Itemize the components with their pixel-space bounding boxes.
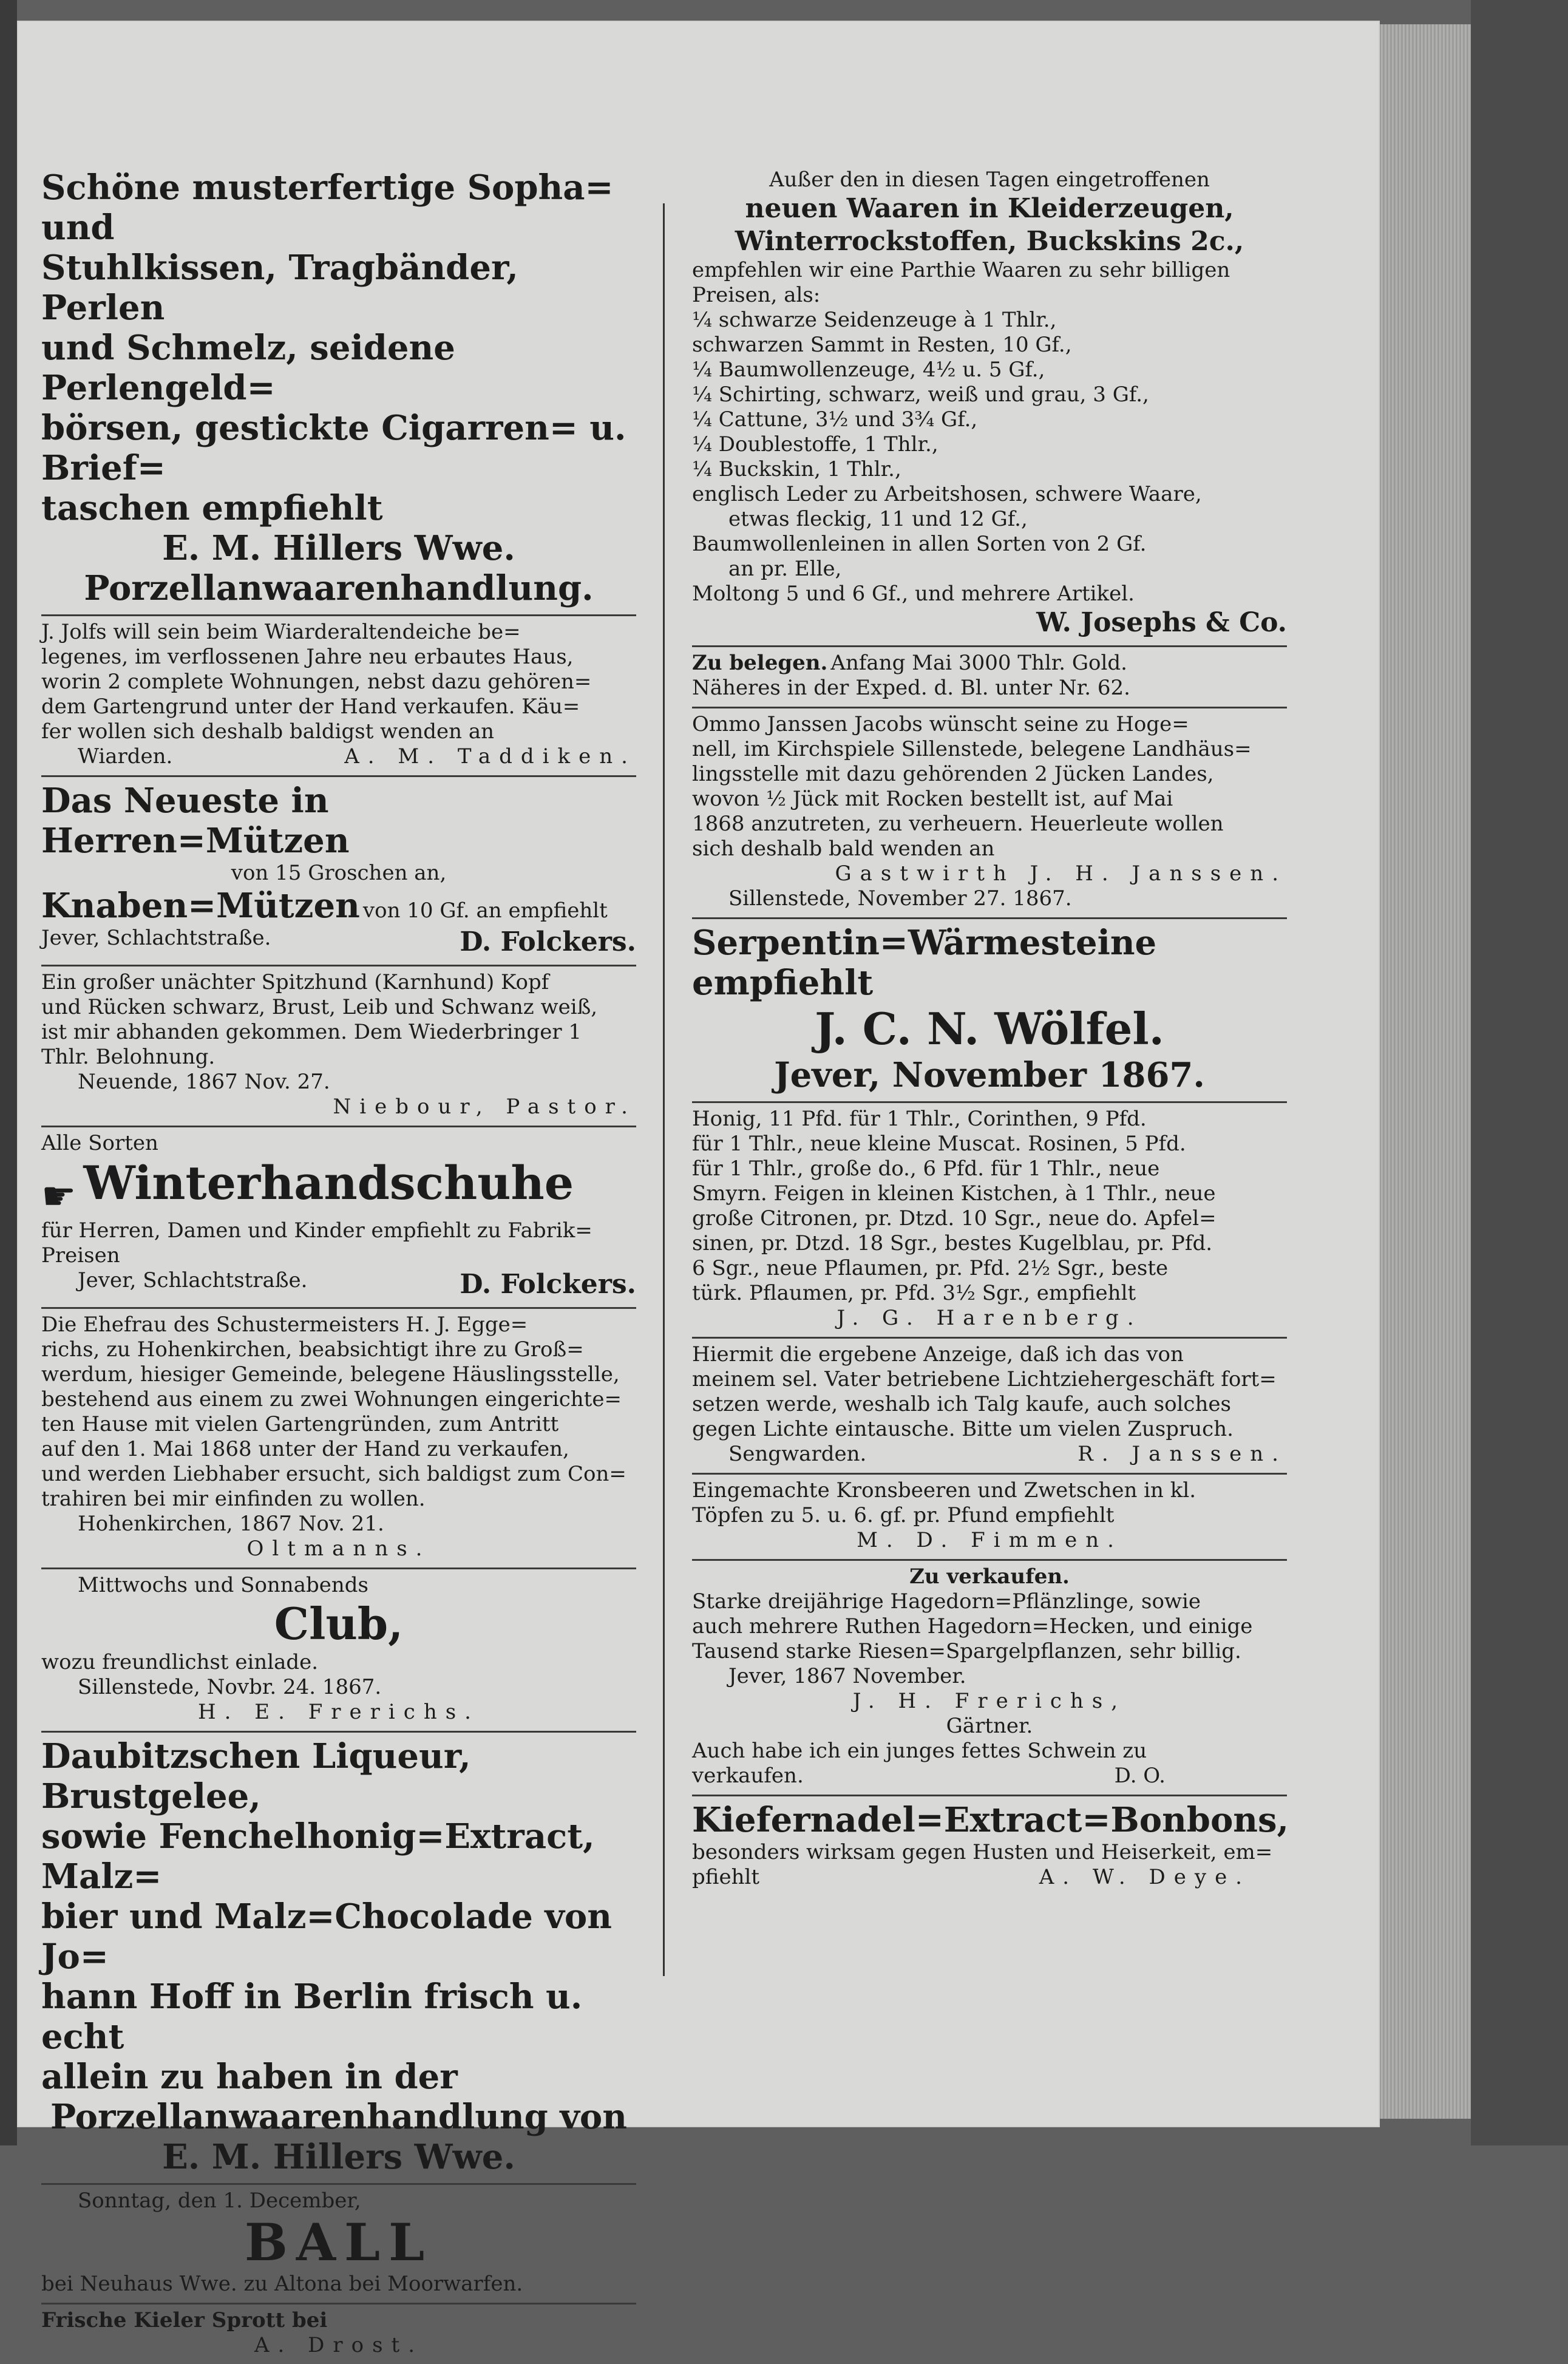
ad-signature-row [41,744,636,769]
ad-signature-row [692,1865,1287,1890]
ad-headline: Das Neueste in Herren=Mützen [41,781,350,861]
ad-signer: D. Folckers. [460,1268,636,1300]
ad-text-line: Eingemachte Kronsbeeren und Zwetschen in kl. [692,1478,1196,1503]
ad-place: Jever, Schlachtstraße. [41,926,271,950]
right-column [692,164,1287,1896]
ad-signer: M. D. Fimmen. [857,1528,1122,1552]
ad-date: Neuende, 1867 Nov. 27. [78,1070,330,1094]
ad-text-line: besonders wirksam gegen Husten und Heiserkeit, em= [692,1840,1273,1864]
ad-text-line: bei Neuhaus Wwe. zu Altona bei Moorwarfen. [41,2271,523,2296]
ad-text-line: von 15 Groschen an, [231,861,447,885]
ad-date: Jever, 1867 November. [728,1664,966,1688]
ad-text-line: sinen, pr. Dtzd. 18 Sgr., bestes Kugelblau, pr. Pfd. [692,1231,1213,1255]
ad-signer: D. Folckers. [460,926,636,957]
ad-text-line: auch mehrere Ruthen Hagedorn=Hecken, und einige [692,1614,1253,1639]
ad-text-line: 1868 anzutreten, zu verheuern. Heuerleute wollen [692,812,1224,836]
ad-text-line: Ein großer unächter Spitzhund (Karnhund) Kopf [41,970,549,994]
ad-signature-row [41,1268,636,1301]
ad-text-line: pfiehlt [692,1865,759,1889]
ad-herren-muetzen [41,777,636,966]
ad-kieler-sprott [41,2305,636,2364]
ad-text-line: worin 2 complete Wohnungen, nebst dazu gehören= [41,670,592,694]
ad-signer: Gastwirth J. H. Janssen. [835,861,1287,886]
ad-text-line: für 1 Thlr., neue kleine Muscat. Rosinen, 5 Pfd. [692,1132,1186,1156]
ad-haus-verkauf [41,616,636,777]
ad-text-line: nell, im Kirchspiele Sillenstede, belegene Landhäus= [692,737,1252,761]
ad-signer-title: Gärtner. [946,1714,1033,1738]
ad-text-line: Auch habe ich ein junges fettes Schwein zu [692,1739,1147,1763]
list-item: Baumwollenleinen in allen Sorten von 2 Gf. [692,532,1147,556]
ad-trade: Porzellanwaarenhandlung. [84,568,594,608]
ad-date: Hohenkirchen, 1867 Nov. 21. [78,1511,384,1536]
ad-text-line: gegen Lichte eintausche. Bitte um vielen Zuspruch. [692,1417,1234,1441]
ad-text-line: ist mir abhanden gekommen. Dem Wiederbringer 1 [41,1020,582,1044]
ad-text-line: sich deshalb bald wenden an [692,837,995,861]
ad-text-line: trahiren bei mir einfinden zu wollen. [41,1486,426,1511]
ad-winterhandschuhe [41,1127,636,1309]
ad-text-line: Töpfen zu 5. u. 6. gf. pr. Pfund empfiehlt [692,1503,1115,1527]
ad-text-line: empfiehlt [692,963,874,1003]
ad-sopha-kissen [41,164,636,616]
list-item: etwas fleckig, 11 und 12 Gf., [728,507,1028,531]
ad-signer: H. E. Frerichs. [198,1699,480,1724]
ad-text-line: große Citronen, pr. Dtzd. 10 Sgr., neue do. Apfel= [692,1206,1217,1231]
ad-place: Sengwarden. [728,1442,867,1466]
ad-lichtzieher [692,1339,1287,1475]
ad-text-line: Starke dreijährige Hagedorn=Pflänzlinge, sowie [692,1589,1201,1614]
ad-text-line: Stuhlkissen, Tragbänder, Perlen [41,248,518,328]
ad-text-line: Preisen, als: [692,283,821,307]
ad-headline: Winterrockstoffen, Buckskins 2c., [735,226,1244,257]
ad-text-line: bestehend aus einem zu zwei Wohnungen eingerichte= [41,1387,622,1411]
ad-text-line: wovon ½ Jück mit Rocken bestellt ist, auf Mai [692,787,1173,811]
ad-waermesteine [692,919,1287,1103]
ad-signer: J. G. Harenberg. [837,1306,1142,1330]
ad-signer: A. M. Taddiken. [344,744,636,769]
list-item: ¼ Baumwollenzeuge, 4½ u. 5 Gf., [692,358,1045,382]
ad-text-line: meinem sel. Vater betriebene Lichtziehergeschäft fort= [692,1367,1277,1391]
ad-text-line: werdum, hiesiger Gemeinde, belegene Häuslingsstelle, [41,1362,620,1387]
ad-text-line: von 10 Gf. an empfiehlt [362,898,608,923]
ad-trade: Porzellanwaarenhandlung von [50,2096,627,2137]
list-item: schwarzen Sammt in Resten, 10 Gf., [692,333,1072,357]
ad-text-line: Tausend starke Riesen=Spargelpflanzen, sehr billig. [692,1639,1241,1663]
ad-intro: Außer den in diesen Tagen eingetroffenen [769,168,1210,192]
page-edges [1380,24,1471,2119]
ad-date: Jever, November 1867. [774,1055,1205,1095]
ad-harenberg [692,1103,1287,1339]
ad-text-line: Smyrn. Feigen in kleinen Kistchen, à 1 Thlr., neue [692,1181,1216,1206]
ad-text-line: auf den 1. Mai 1868 unter der Hand zu verkaufen, [41,1436,569,1461]
left-column [41,164,636,2364]
ad-signer: A. Drost. [254,2332,424,2357]
ad-text-line: Preisen [41,1243,120,1268]
ad-text-line: empfehlen wir eine Parthie Waaren zu sehr billigen [692,258,1230,282]
ad-firm: E. M. Hillers Wwe. [162,528,515,568]
ad-date: Sillenstede, Novbr. 24. 1867. [78,1674,382,1699]
ad-text-line: 6 Sgr., neue Pflaumen, pr. Pfd. 2½ Sgr., beste [692,1256,1169,1280]
ad-text-line: Anfang Mai 3000 Thlr. Gold. [830,651,1127,675]
ad-text-line: Daubitzschen Liqueur, Brustgelee, [41,1736,471,1816]
list-item: ¼ Doublestoffe, 1 Thlr., [692,432,938,457]
ad-hagedorn [692,1561,1287,1796]
ad-hund-verloren [41,966,636,1127]
book-cover [1471,0,1568,2145]
ad-kronsbeeren [692,1475,1287,1561]
list-item: ¼ Buckskin, 1 Thlr., [692,457,901,481]
ad-signature-row [692,1764,1287,1788]
ad-intro: Alle Sorten [41,1131,158,1155]
ad-text-line: börsen, gestickte Cigarren= u. Brief= [41,408,626,488]
ad-text-line: Ommo Janssen Jacobs wünscht seine zu Hoge= [692,712,1189,736]
ad-landhaeuslingsstelle [692,708,1287,919]
ad-signer: J. H. Frerichs, [852,1689,1127,1713]
ad-signer: A. W. Deye. [1039,1865,1251,1889]
ad-text-line: Hiermit die ergebene Anzeige, daß ich das von [692,1342,1184,1367]
ad-place: Jever, Schlachtstraße. [78,1268,308,1292]
ad-firm: W. Josephs & Co. [1036,607,1287,638]
ad-text-line: Schöne musterfertige Sopha= und [41,168,614,248]
ad-text-line: und Schmelz, seidene Perlengeld= [41,328,455,408]
ad-text-line: setzen werde, weshalb ich Talg kaufe, auch solches [692,1392,1231,1416]
ad-date: Sillenstede, November 27. 1867. [728,886,1072,911]
ad-place: Wiarden. [78,744,173,769]
list-item: Moltong 5 und 6 Gf., und mehrere Artikel. [692,582,1135,606]
ad-kiefernadel [692,1796,1287,1896]
ad-text-line: und werden Liebhaber ersucht, sich baldigst zum Con= [41,1461,626,1486]
ad-text-line: Die Ehefrau des Schustermeisters H. J. Egge= [41,1312,528,1337]
column-divider [663,203,665,1976]
ad-signer: R. Janssen. [1078,1442,1287,1466]
ad-text-line: Honig, 11 Pfd. für 1 Thlr., Corinthen, 9 Pfd. [692,1107,1147,1131]
ad-text-line: Thlr. Belohnung. [41,1045,216,1069]
ad-headline: Zu verkaufen. [909,1564,1070,1589]
ad-text-line: für Herren, Damen und Kinder empfiehlt zu Fabrik= [41,1218,592,1243]
ad-headline: Serpentin=Wärmesteine [692,923,1157,963]
ad-signer: Oltmanns. [246,1536,431,1561]
ad-text-line: J. Jolfs will sein beim Wiarderaltendeiche be= [41,620,521,644]
ad-text-line: und Rücken schwarz, Brust, Leib und Schwanz weiß, [41,995,598,1019]
ad-headline: Club, [274,1597,404,1649]
ad-ball [41,2185,636,2305]
ad-text-line: fer wollen sich deshalb baldigst wenden an [41,719,495,744]
ad-intro: Mittwochs und Sonnabends [78,1572,368,1597]
ad-text-line: ten Hause mit vielen Gartengründen, zum Antritt [41,1411,559,1436]
ad-text-line: taschen empfiehlt [41,488,383,528]
ad-text-line: verkaufen. [692,1764,804,1788]
ad-text-line: sowie Fenchelhonig=Extract, Malz= [41,1816,595,1897]
list-item: ¼ Cattune, 3½ und 3¾ Gf., [692,407,978,432]
ad-headline: BALL [244,2212,433,2272]
ad-liqueur [41,1733,636,2185]
ad-firm: E. M. Hillers Wwe. [162,2136,515,2177]
list-item: ¼ Schirting, schwarz, weiß und grau, 3 Gf., [692,382,1149,407]
ad-club [41,1569,636,1733]
ad-text-line: dem Gartengrund unter der Hand verkaufen. Käu= [41,695,580,719]
ad-signature-row [692,1442,1287,1467]
ad-text-line: hann Hoff in Berlin frisch u. echt [41,1976,583,2057]
book-spine [0,0,17,2145]
list-item: ¼ schwarze Seidenzeuge à 1 Thlr., [692,308,1057,332]
ad-text-line: bier und Malz=Chocolade von Jo= [41,1896,612,1977]
ad-text-line: türk. Pflaumen, pr. Pfd. 3½ Sgr., empfiehlt [692,1281,1136,1305]
ad-text-line: richs, zu Hohenkirchen, beabsichtigt ihre zu Groß= [41,1337,584,1362]
ad-headline: neuen Waaren in Kleiderzeugen, [745,193,1234,224]
ad-haeuslingsstelle [41,1309,636,1569]
ad-text-line: Sonntag, den 1. December, [78,2188,361,2213]
ad-josephs [692,164,1287,647]
ad-text-line: legenes, im verflossenen Jahre neu erbautes Haus, [41,645,574,669]
list-item: englisch Leder zu Arbeitshosen, schwere Waare, [692,482,1202,506]
ad-firm: J. C. N. Wölfel. [815,1003,1164,1055]
ad-text-line: für 1 Thlr., große do., 6 Pfd. für 1 Thlr., neue [692,1157,1160,1181]
ad-text-line: Näheres in der Exped. d. Bl. unter Nr. 62. [692,676,1130,700]
ad-headline: Kiefernadel=Extract=Bonbons, [692,1800,1289,1840]
ad-text-line: Frische Kieler Sprott bei [41,2308,328,2332]
ad-zu-belegen [692,647,1287,708]
list-item: an pr. Elle, [728,557,842,581]
ad-headline: Zu belegen. [692,651,828,675]
ad-text-line: wozu freundlichst einlade. [41,1649,319,1674]
ad-signer: Niebour, Pastor. [333,1095,636,1119]
ad-signer: D. O. [1114,1764,1166,1788]
ad-text-line: allein zu haben in der [41,2056,458,2097]
ad-headline: Winterhandschuhe [83,1156,574,1210]
ad-signature-row [41,926,636,959]
ad-text-line: lingsstelle mit dazu gehörenden 2 Jücken Landes, [692,762,1214,786]
pointing-hand-icon: ☛ [41,1174,76,1219]
ad-headline: Knaben=Mützen [41,886,360,926]
